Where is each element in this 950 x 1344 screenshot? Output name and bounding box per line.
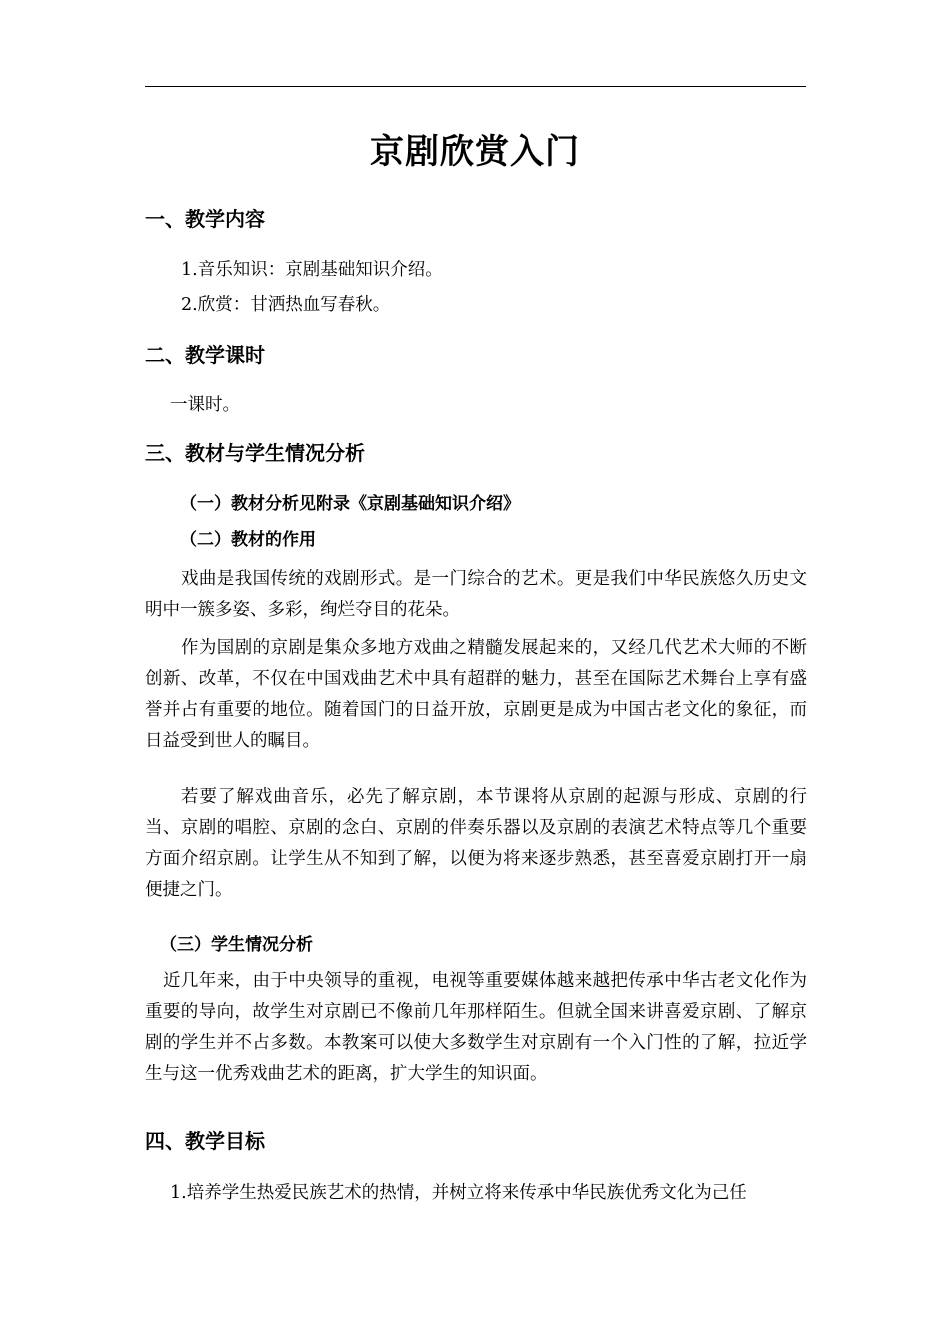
goal-item-1: 1.培养学生热爱民族艺术的热情，并树立将来传承中华民族优秀文化为己任 — [170, 1183, 747, 1203]
page-title: 京剧欣赏入门 — [370, 132, 580, 172]
paragraph-student-analysis: 近几年来，由于中央领导的重视，电视等重要媒体越来越把传承中华古老文化作为重要的导向，故学生对京剧已不像前几年那样陌生。但就全国来讲喜爱京剧、了解京剧的学生并不占多数。本教案可以使大多数学生对京剧有一个入门性的了解，拉近学生与这一优秀戏曲艺术的距离，扩大学生的知识面。 — [145, 971, 807, 1084]
paragraph-national-opera: 作为国剧的京剧是集众多地方戏曲之精髓发展起来的，又经几代艺术大师的不断创新、改革，不仅在中国戏曲艺术中具有超群的魅力，甚至在国际艺术舞台上享有盛誉并占有重要的地位。随着国门的日益开放，京剧更是成为中国古老文化的象征，而日益受到世人的瞩目。 — [145, 638, 807, 751]
section-heading-content: 一、教学内容 — [145, 207, 265, 231]
subheading-material-analysis: （一）教材分析见附录《京剧基础知识介绍》 — [180, 494, 520, 514]
hours-text: 一课时。 — [170, 395, 240, 415]
section-heading-goals: 四、教学目标 — [145, 1129, 265, 1153]
content-item-2: 2.欣赏：甘洒热血写春秋。 — [181, 295, 391, 315]
section-heading-analysis: 三、教材与学生情况分析 — [145, 441, 365, 465]
content-item-1: 1.音乐知识：京剧基础知识介绍。 — [181, 260, 443, 280]
paragraph-opera-intro: 戏曲是我国传统的戏剧形式。是一门综合的艺术。更是我们中华民族悠久历史文明中一簇多姿、多彩，绚烂夺目的花朵。 — [145, 569, 807, 620]
subheading-student-analysis: （三）学生情况分析 — [160, 935, 313, 955]
subheading-material-role: （二）教材的作用 — [180, 530, 316, 550]
paragraph-lesson-plan: 若要了解戏曲音乐，必先了解京剧，本节课将从京剧的起源与形成、京剧的行当、京剧的唱腔、京剧的念白、京剧的伴奏乐器以及京剧的表演艺术特点等几个重要方面介绍京剧。让学生从不知到了解，以便为将来逐步熟悉，甚至喜爱京剧打开一扇便捷之门。 — [145, 787, 807, 900]
section-heading-hours: 二、教学课时 — [145, 343, 265, 367]
header-rule — [145, 86, 806, 87]
